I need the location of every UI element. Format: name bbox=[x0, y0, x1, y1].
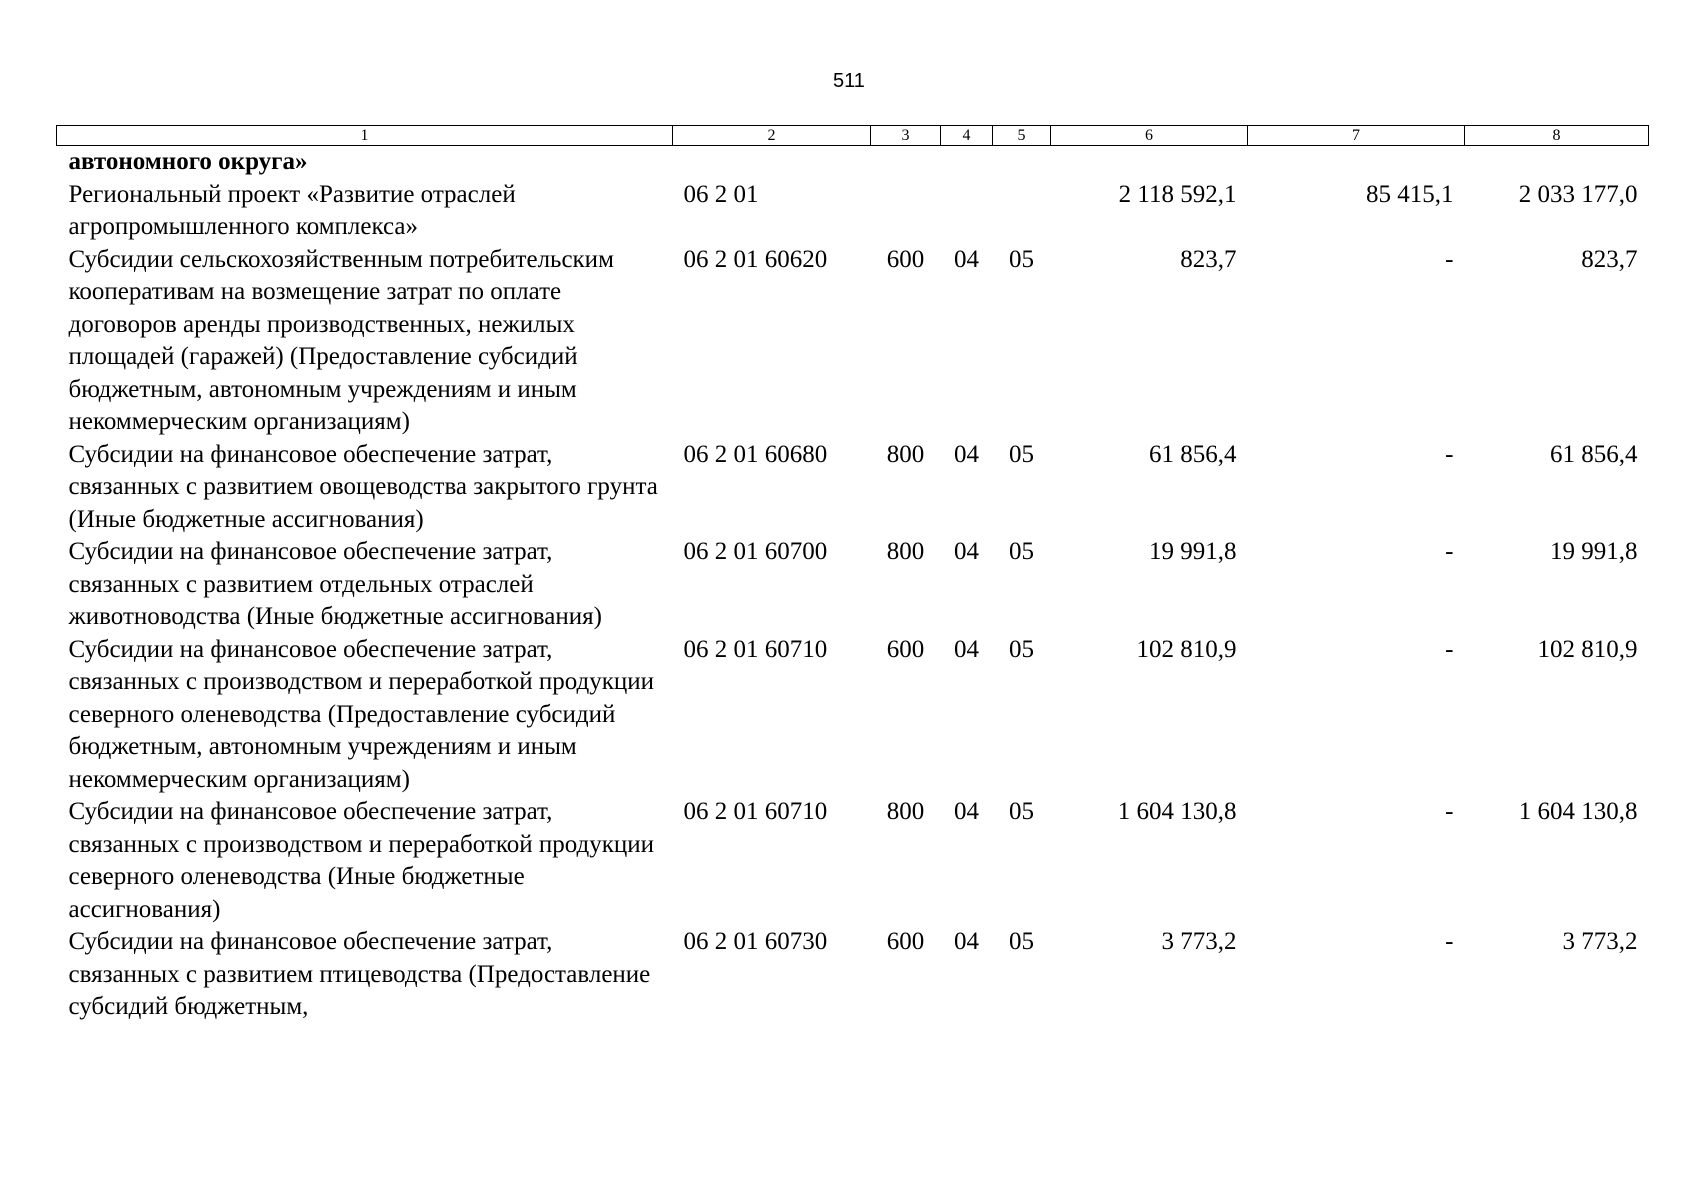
row-sum-b: 19 991,8 bbox=[1550, 538, 1638, 565]
continuation-text: автономного округа» bbox=[68, 148, 308, 175]
row-name: Субсидии на финансовое обеспечение затрат, связанных с развитием птицеводства (Предоставление субсидий бюджетным, bbox=[68, 928, 651, 1020]
row-target-code: 06 2 01 60710 bbox=[683, 635, 828, 663]
row-subsection: 05 bbox=[1009, 635, 1034, 663]
row-subsection: 05 bbox=[1009, 245, 1034, 273]
header-col-5: 5 bbox=[993, 126, 1051, 146]
row-expense-type: 800 bbox=[886, 798, 925, 825]
row-name: Субсидии на финансовое обеспечение затрат, связанных с развитием овощеводства закрытого грунта (Иные бюджетные ассигнования) bbox=[68, 440, 658, 533]
row-subsection: 05 bbox=[1009, 798, 1034, 825]
table-row bbox=[57, 634, 1649, 797]
row-section bbox=[941, 179, 993, 244]
row-sum-a: 85 415,1 bbox=[1366, 180, 1454, 208]
row-expense-type: 600 bbox=[886, 245, 925, 273]
row-name: Субсидии на финансовое обеспечение затрат, связанных с производством и переработкой продукции северного оленеводства (Иные бюджетные ассигнования) bbox=[68, 798, 654, 923]
row-sum-total: 3 773,2 bbox=[1161, 928, 1237, 955]
row-section: 04 bbox=[954, 440, 979, 468]
row-target-code: 06 2 01 60730 bbox=[683, 928, 828, 955]
table-row bbox=[57, 536, 1649, 634]
header-col-4: 4 bbox=[941, 126, 993, 146]
row-sum-b: 2 033 177,0 bbox=[1518, 180, 1638, 208]
header-col-2: 2 bbox=[673, 126, 871, 146]
row-sum-a: - bbox=[1445, 440, 1454, 468]
continuation-row bbox=[57, 146, 1649, 179]
row-target-code: 06 2 01 60620 bbox=[683, 245, 828, 273]
table-row bbox=[57, 244, 1649, 439]
row-section: 04 bbox=[954, 538, 979, 565]
row-sum-a: - bbox=[1445, 245, 1454, 273]
row-name: Субсидии на финансовое обеспечение затрат, связанных с развитием отдельных отраслей животноводства (Иные бюджетные ассигнования) bbox=[68, 538, 602, 630]
row-name: Региональный проект «Развитие отраслей агропромышленного комплекса» bbox=[68, 180, 516, 240]
table-row bbox=[57, 926, 1649, 1024]
row-sum-b: 102 810,9 bbox=[1537, 635, 1638, 663]
row-sum-b: 823,7 bbox=[1581, 245, 1638, 273]
column-number-header bbox=[57, 126, 1649, 146]
row-target-code: 06 2 01 60700 bbox=[683, 538, 828, 565]
row-subsection: 05 bbox=[1009, 440, 1034, 468]
header-col-1: 1 bbox=[57, 126, 673, 146]
row-sum-a: - bbox=[1445, 635, 1454, 663]
row-section: 04 bbox=[954, 635, 979, 663]
header-col-6: 6 bbox=[1051, 126, 1248, 146]
row-section: 04 bbox=[954, 245, 979, 273]
row-target-code: 06 2 01 60680 bbox=[683, 440, 828, 468]
row-sum-a: - bbox=[1445, 928, 1454, 955]
row-name: Субсидии сельскохозяйственным потребительским кооперативам на возмещение затрат по оплате договоров аренды производственных, нежилых площадей (гаражей) (Предоставление субсидий бюджетным, автономным учреждениям и иным некоммерческим организациям) bbox=[68, 245, 614, 435]
row-target-code: 06 2 01 bbox=[683, 180, 759, 208]
budget-table bbox=[56, 125, 1649, 1024]
table-row bbox=[57, 179, 1649, 244]
row-sum-total: 823,7 bbox=[1180, 245, 1237, 273]
row-expense-type: 600 bbox=[886, 928, 925, 955]
row-expense-type: 600 bbox=[886, 635, 925, 663]
row-expense-type: 800 bbox=[886, 440, 925, 468]
row-sum-total: 102 810,9 bbox=[1136, 635, 1237, 663]
table-row bbox=[57, 796, 1649, 926]
header-col-3: 3 bbox=[871, 126, 941, 146]
row-expense-type: 800 bbox=[886, 538, 925, 565]
row-sum-b: 3 773,2 bbox=[1562, 928, 1638, 955]
page-number: 511 bbox=[833, 70, 865, 92]
row-sum-total: 1 604 130,8 bbox=[1117, 798, 1237, 825]
row-sum-a: - bbox=[1445, 538, 1454, 565]
table-row bbox=[57, 439, 1649, 537]
row-sum-b: 61 856,4 bbox=[1550, 440, 1638, 468]
row-sum-a: - bbox=[1445, 798, 1454, 825]
row-subsection: 05 bbox=[1009, 538, 1034, 565]
row-subsection: 05 bbox=[1009, 928, 1034, 955]
row-sum-total: 61 856,4 bbox=[1149, 440, 1237, 468]
row-sum-b: 1 604 130,8 bbox=[1518, 798, 1638, 825]
row-target-code: 06 2 01 60710 bbox=[683, 798, 828, 825]
header-col-8: 8 bbox=[1465, 126, 1649, 146]
row-section: 04 bbox=[954, 928, 979, 955]
row-subsection bbox=[993, 179, 1051, 244]
header-col-7: 7 bbox=[1248, 126, 1465, 146]
row-sum-total: 19 991,8 bbox=[1149, 538, 1237, 565]
row-section: 04 bbox=[954, 798, 979, 825]
row-sum-total: 2 118 592,1 bbox=[1118, 180, 1237, 208]
row-name: Субсидии на финансовое обеспечение затрат, связанных с производством и переработкой продукции северного оленеводства (Предоставление субсидий бюджетным, автономным учреждениям и иным некоммерческим организациям) bbox=[68, 635, 654, 793]
row-expense-type bbox=[871, 179, 941, 244]
